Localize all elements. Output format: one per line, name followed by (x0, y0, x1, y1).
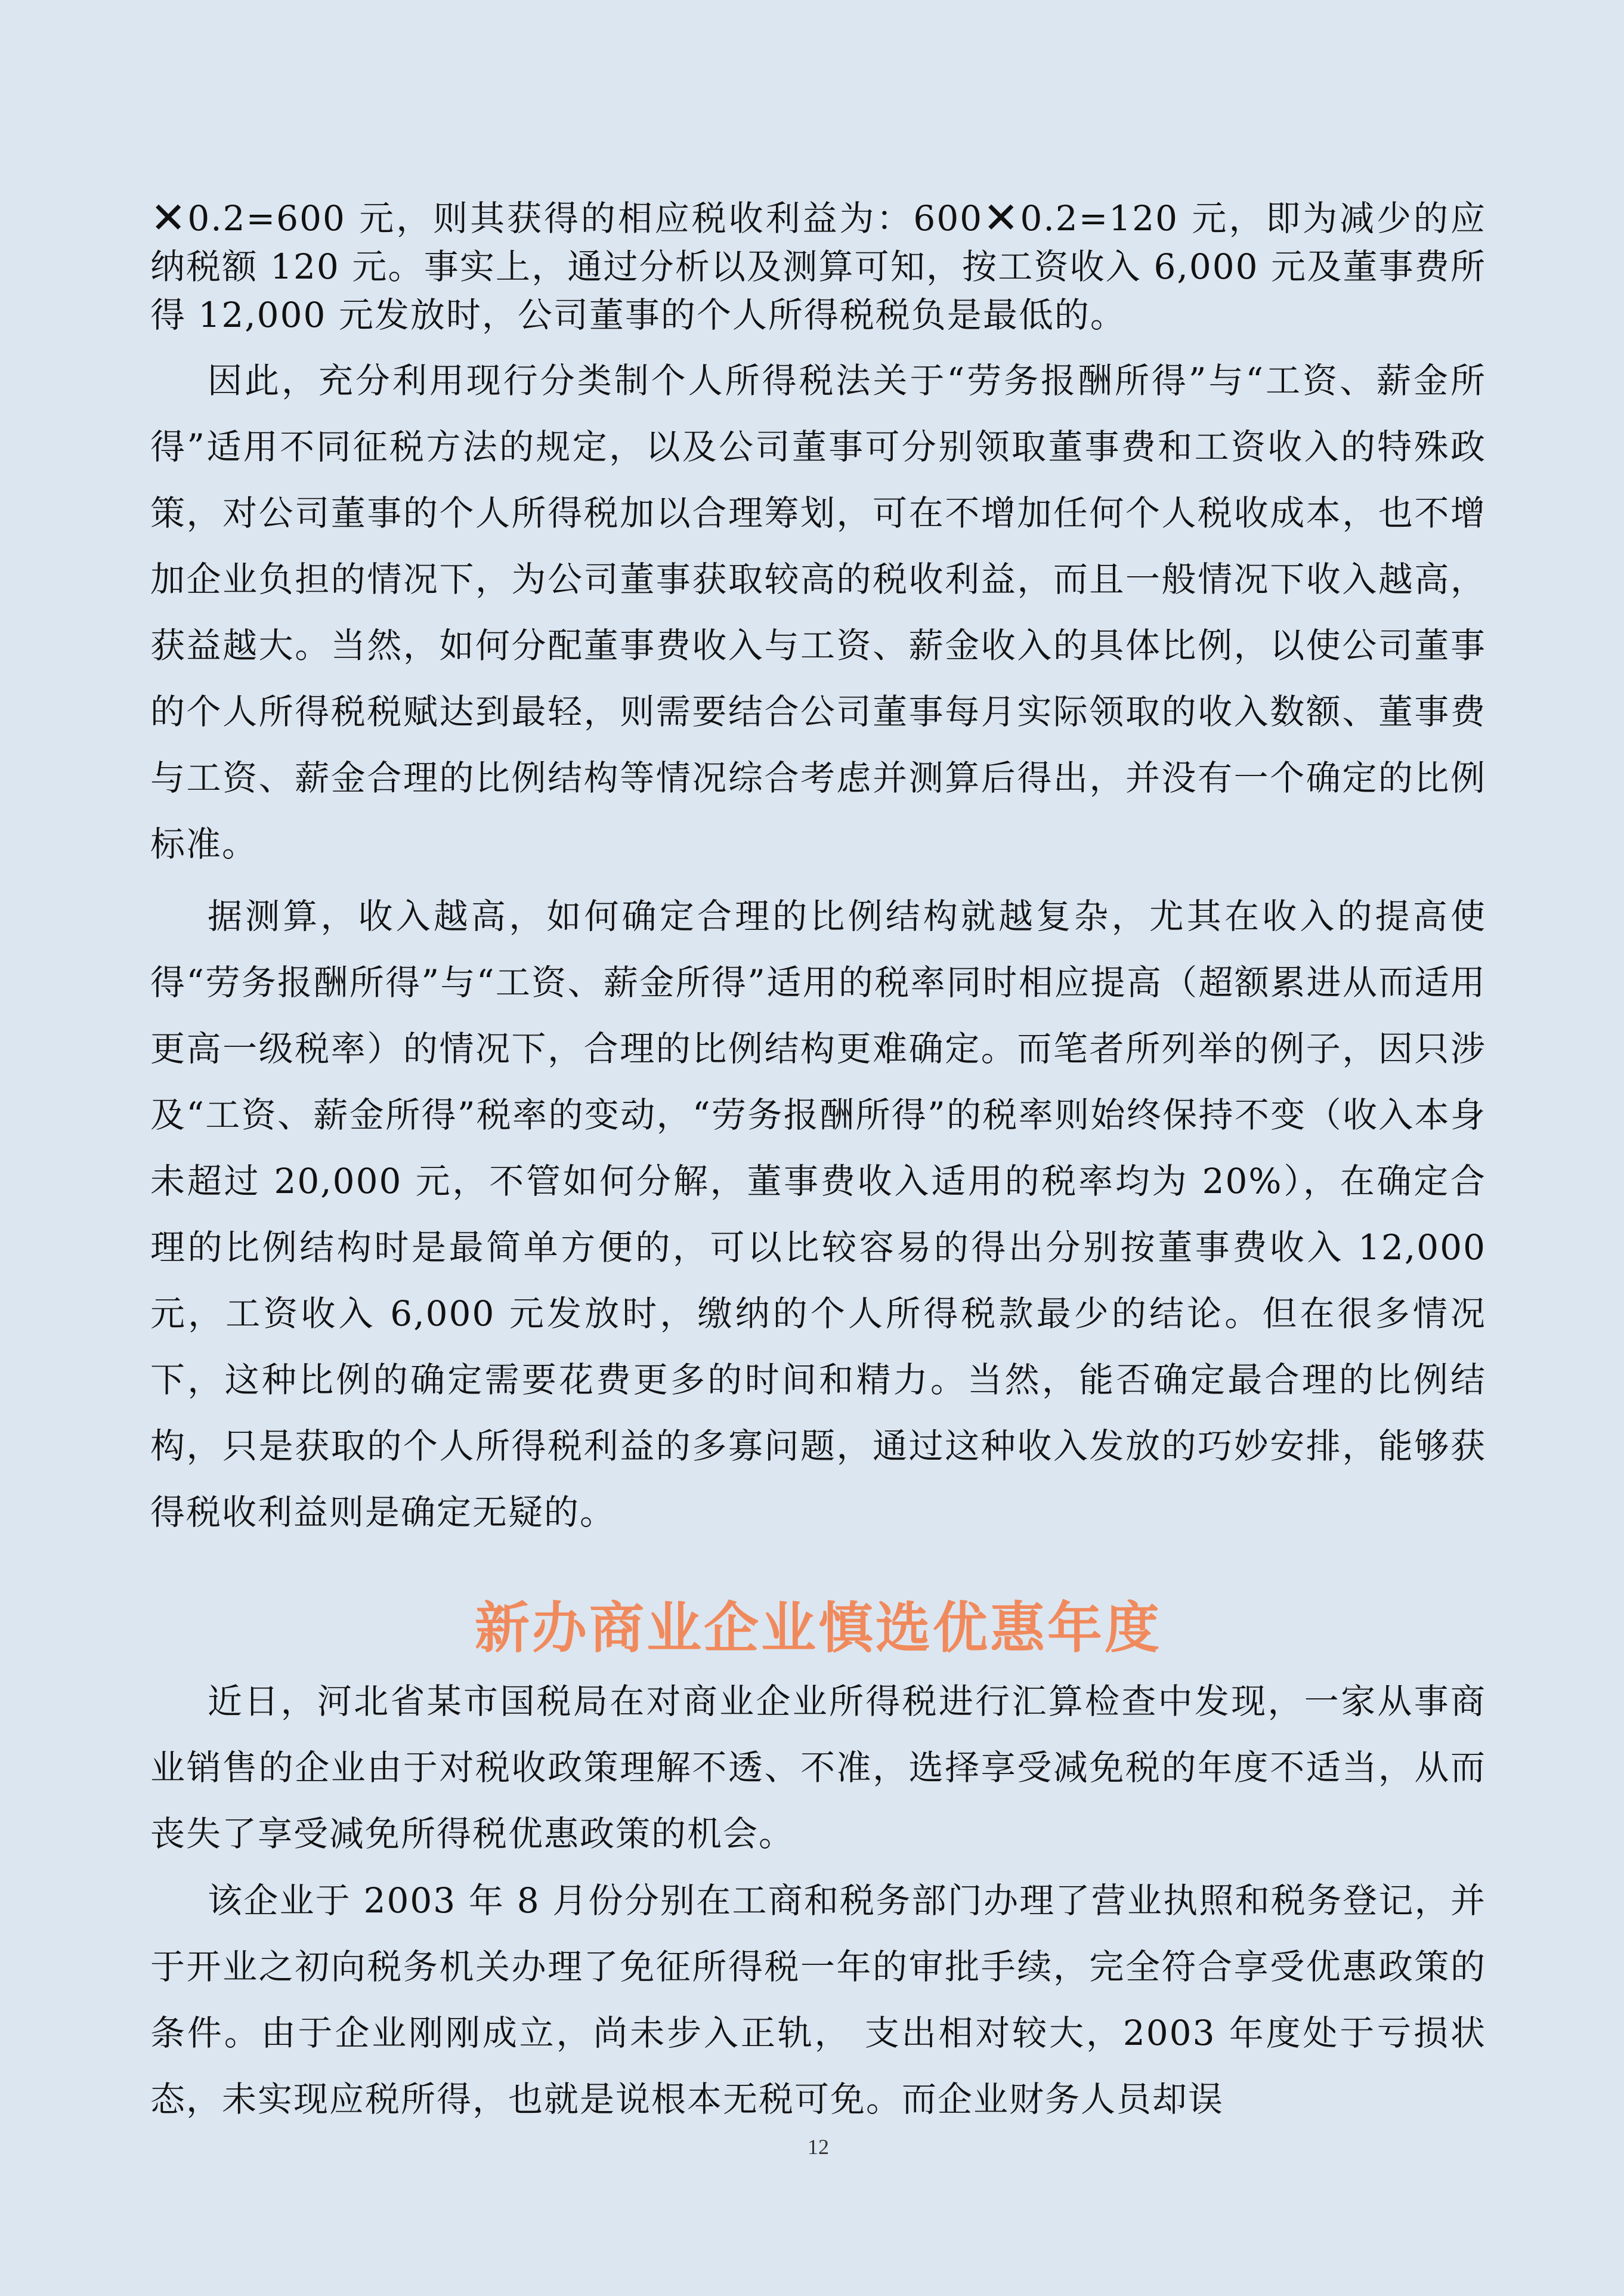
page-number: 12 (808, 2135, 829, 2159)
paragraph-1-segment-1: 0.2=600 元，则其获得的相应税收利益为：600 (187, 198, 983, 239)
paragraph-3: 据测算，收入越高，如何确定合理的比例结构就越复杂，尤其在收入的提高使得“劳务报酬所得”与“工资、薪金所得”适用的税率同时相应提高（超额累进从而适用更高一级税率）的情况下，合理的比例结构更难确定。而笔者所列举的例子，因只涉及“工资、薪金所得”税率的变动，“劳务报酬所得”的税率则始终保持不变（收入本身未超过 20,000 元，不管如何分解，董事费收入适用的税率均为 20%），在确定合理的比例结构时是最简单方便的，可以比较容易的得出分别按董事费收入 12,000 元，工资收入 6,000 元发放时，缴纳的个人所得税款最少的结论。但在很多情况下，这种比例的确定需要花费更多的时间和精力。当然，能否确定最合理的比例结构，只是获取的个人所得税利益的多寡问题，通过这种收入发放的巧妙安排，能够获得税收利益则是确定无疑的。 (150, 896, 1486, 1532)
section-title: 新办商业企业慎选优惠年度 (474, 1596, 1162, 1660)
paragraph-1-segment-2: 0.2=120 元，即为减少的应纳税额 120 元。事实上，通过分析以及测算可知，按工资收入 6,000 元及董事费所得 12,000 元发放时，公司董事的个人所得税税负是最低的。 (150, 198, 1487, 335)
paragraph-2: 因此，充分利用现行分类制个人所得税法关于“劳务报酬所得”与“工资、薪金所得”适用不同征税方法的规定，以及公司董事可分别领取董事费和工资收入的特殊政策，对公司董事的个人所得税加以合理筹划，可在不增加任何个人税收成本，也不增加企业负担的情况下，为公司董事获取较高的税收利益，而且一般情况下收入越高，获益越大。当然，如何分配董事费收入与工资、薪金收入的具体比例，以使公司董事的个人所得税税赋达到最轻，则需要结合公司董事每月实际领取的收入数额、董事费与工资、薪金合理的比例结构等情况综合考虑并测算后得出，并没有一个确定的比例标准。 (150, 360, 1486, 864)
multiply-icon: ✕ (150, 193, 188, 243)
paragraph-1 (150, 194, 1486, 339)
document-page (150, 0, 1486, 2296)
multiply-icon: ✕ (983, 193, 1020, 243)
paragraph-4: 近日，河北省某市国税局在对商业企业所得税进行汇算检查中发现，一家从事商业销售的企业由于对税收政策理解不透、不准，选择享受减免税的年度不适当，从而丧失了享受减免所得税优惠政策的机会。 (150, 1681, 1486, 1854)
paragraph-5: 该企业于 2003 年 8 月份分别在工商和税务部门办理了营业执照和税务登记，并于开业之初向税务机关办理了免征所得税一年的审批手续，完全符合享受优惠政策的条件。由于企业刚刚成立，尚未步入正轨， 支出相对较大，2003 年度处于亏损状态，未实现应税所得，也就是说根本无税可免。而企业财务人员却误 (150, 1880, 1486, 2119)
